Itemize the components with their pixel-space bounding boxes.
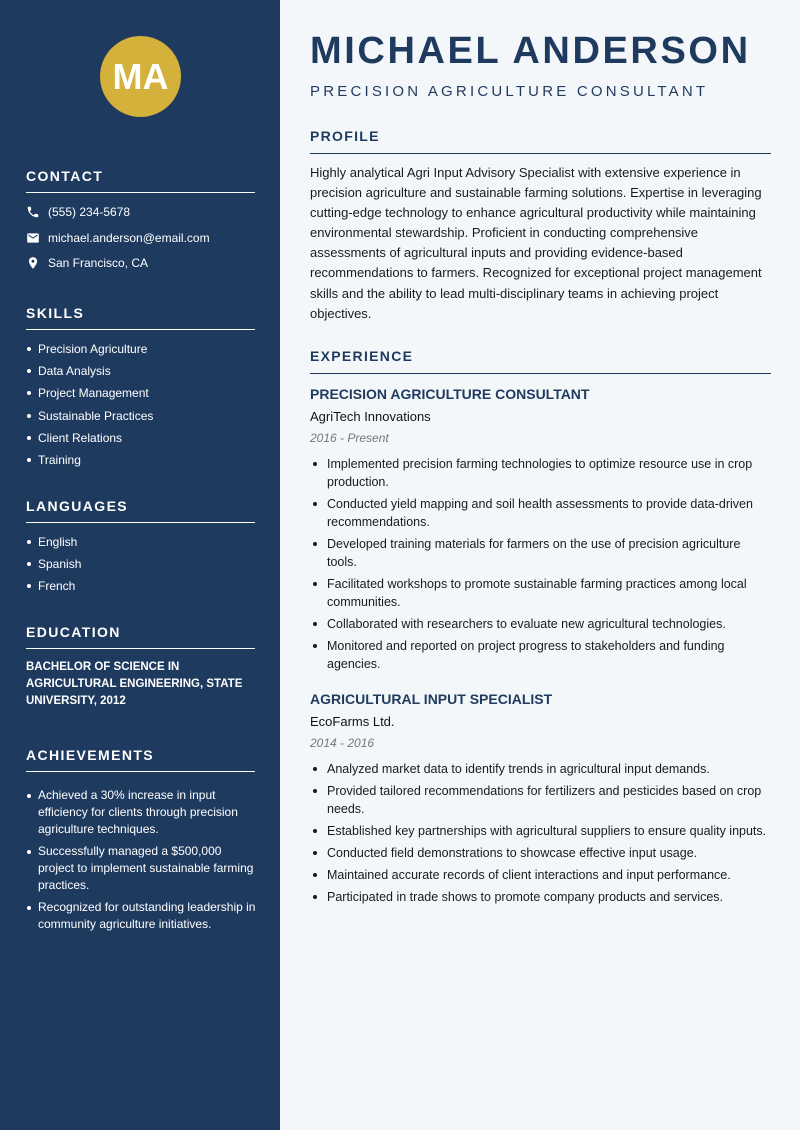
job-bullet: Provided tailored recommendations for fertilizers and pesticides based on crop needs.	[310, 782, 772, 818]
job-bullet: Maintained accurate records of client interactions and input performance.	[310, 866, 772, 884]
skill-item: Training	[26, 452, 258, 474]
job-bullets	[310, 455, 772, 677]
mail-icon	[26, 231, 40, 245]
job-bullet: Conducted yield mapping and soil health assessments to provide data-driven recommendations.	[310, 495, 772, 531]
education-heading: EDUCATION	[26, 624, 255, 649]
job-title: PRECISION AGRICULTURE CONSULTANT	[310, 386, 590, 402]
job-bullets	[310, 760, 772, 910]
job-bullet: Implemented precision farming technologies to optimize resource use in crop production.	[310, 455, 772, 491]
education-degree: BACHELOR OF SCIENCE IN AGRICULTURAL ENGINEERING, STATE UNIVERSITY, 2012	[26, 661, 243, 707]
person-title: PRECISION AGRICULTURE CONSULTANT	[310, 83, 709, 100]
job-title: AGRICULTURAL INPUT SPECIALIST	[310, 691, 553, 707]
language-item: Spanish	[26, 556, 258, 578]
job-company: AgriTech Innovations	[310, 409, 431, 424]
location-pin-icon	[26, 256, 40, 270]
skill-item: Project Management	[26, 385, 258, 407]
location-text: San Francisco, CA	[48, 256, 149, 270]
contact-location	[26, 256, 148, 270]
language-item: English	[26, 534, 258, 556]
languages-heading: LANGUAGES	[26, 498, 255, 523]
contact-email	[26, 231, 210, 245]
job-bullet: Participated in trade shows to promote company products and services.	[310, 888, 772, 906]
experience-heading: EXPERIENCE	[310, 348, 771, 374]
job-bullet: Established key partnerships with agricultural suppliers to ensure quality inputs.	[310, 822, 772, 840]
skill-item: Client Relations	[26, 430, 258, 452]
job-bullet: Conducted field demonstrations to showcase effective input usage.	[310, 844, 772, 862]
phone-icon	[26, 205, 40, 219]
achievement-item: Recognized for outstanding leadership in community agriculture initiatives.	[26, 899, 256, 933]
profile-text: Highly analytical Agri Input Advisory Specialist with extensive experience in precision agriculture and sustainable farming solutions. Expertise in leveraging cutting-edge technology to enhance agricultural productivity while maintaining environmental stewardship. Proficient in conducting comprehensive assessments of agricultural inputs and providing evidence-based recommendations to farmers. Recognized for exceptional project management skills and the ability to lead multi-disciplinary teams in achieving project objectives.	[310, 165, 762, 321]
language-item: French	[26, 578, 258, 600]
job-bullet: Developed training materials for farmers on the use of precision agriculture tools.	[310, 535, 772, 571]
achievements-list	[26, 787, 256, 938]
phone-text: (555) 234-5678	[48, 205, 131, 219]
skill-item: Precision Agriculture	[26, 341, 258, 363]
profile-heading: PROFILE	[310, 128, 771, 154]
contact-phone	[26, 205, 130, 219]
sidebar	[0, 0, 280, 1130]
skill-item: Sustainable Practices	[26, 408, 258, 430]
avatar: MA	[100, 36, 181, 117]
job-company: EcoFarms Ltd.	[310, 714, 395, 729]
achievement-item: Achieved a 30% increase in input efficiency for clients through precision agriculture techniques.	[26, 787, 256, 838]
job-bullet: Monitored and reported on project progress to stakeholders and funding agencies.	[310, 637, 772, 673]
skill-item: Data Analysis	[26, 363, 258, 385]
job-bullet: Collaborated with researchers to evaluate new agricultural technologies.	[310, 615, 772, 633]
person-name: MICHAEL ANDERSON	[310, 30, 751, 72]
languages-list	[26, 534, 258, 601]
contact-heading: CONTACT	[26, 168, 255, 193]
job-dates: 2014 - 2016	[310, 736, 375, 750]
achievements-heading: ACHIEVEMENTS	[26, 747, 255, 772]
email-text: michael.anderson@email.com	[48, 231, 210, 245]
skills-list	[26, 341, 258, 474]
job-bullet: Analyzed market data to identify trends in agricultural input demands.	[310, 760, 772, 778]
job-dates: 2016 - Present	[310, 431, 389, 445]
achievement-item: Successfully managed a $500,000 project to implement sustainable farming practices.	[26, 843, 256, 894]
job-bullet: Facilitated workshops to promote sustainable farming practices among local communities.	[310, 575, 772, 611]
skills-heading: SKILLS	[26, 305, 255, 330]
